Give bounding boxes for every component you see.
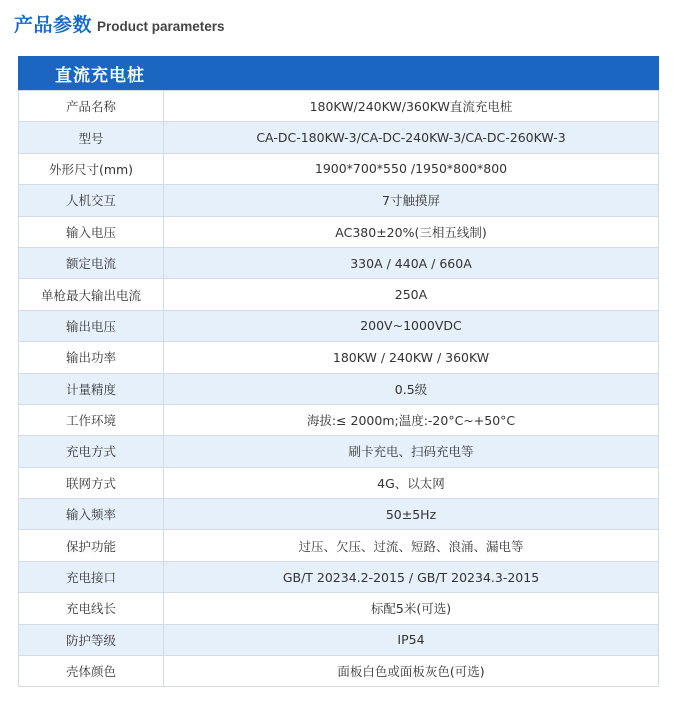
row-label: 工作环境: [19, 404, 164, 435]
table-row: [19, 122, 659, 153]
table-row: [19, 499, 659, 530]
row-value: 标配5米(可选): [164, 593, 659, 624]
row-label: 输入频率: [19, 499, 164, 530]
row-value: 200V~1000VDC: [164, 310, 659, 341]
row-label: 型号: [19, 122, 164, 153]
row-value: 250A: [164, 279, 659, 310]
row-label: 防护等级: [19, 624, 164, 655]
row-value: 海拔:≤ 2000m;温度:-20°C~+50°C: [164, 404, 659, 435]
table-row: [19, 185, 659, 216]
row-value: 4G、以太网: [164, 467, 659, 498]
table-row: [19, 656, 659, 687]
row-label: 计量精度: [19, 373, 164, 404]
table-row: [19, 342, 659, 373]
row-label: 壳体颜色: [19, 656, 164, 687]
table-row: [19, 310, 659, 341]
table-banner: [18, 56, 659, 90]
heading-title-en: Product parameters: [97, 19, 225, 34]
row-value: AC380±20%(三相五线制): [164, 216, 659, 247]
row-value: 180KW / 240KW / 360KW: [164, 342, 659, 373]
row-value: GB/T 20234.2-2015 / GB/T 20234.3-2015: [164, 561, 659, 592]
row-value: 面板白色或面板灰色(可选): [164, 656, 659, 687]
table-row: [19, 91, 659, 122]
page-heading: [14, 10, 225, 38]
spec-table-container: [18, 56, 659, 687]
table-row: [19, 279, 659, 310]
row-value: 330A / 440A / 660A: [164, 247, 659, 278]
heading-title-cn: 产品参数: [14, 14, 93, 36]
row-value: 180KW/240KW/360KW直流充电桩: [164, 91, 659, 122]
table-row: [19, 373, 659, 404]
table-row: [19, 436, 659, 467]
row-label: 输出功率: [19, 342, 164, 373]
row-value: 7寸触摸屏: [164, 185, 659, 216]
table-row: [19, 216, 659, 247]
row-label: 输入电压: [19, 216, 164, 247]
row-value: 过压、欠压、过流、短路、浪涌、漏电等: [164, 530, 659, 561]
row-label: 人机交互: [19, 185, 164, 216]
spec-table: [18, 90, 659, 687]
row-label: 联网方式: [19, 467, 164, 498]
row-value: CA-DC-180KW-3/CA-DC-240KW-3/CA-DC-260KW-3: [164, 122, 659, 153]
table-row: [19, 404, 659, 435]
row-label: 单枪最大输出电流: [19, 279, 164, 310]
table-row: [19, 593, 659, 624]
row-label: 额定电流: [19, 247, 164, 278]
row-label: 充电线长: [19, 593, 164, 624]
row-label: 产品名称: [19, 91, 164, 122]
row-value: 0.5级: [164, 373, 659, 404]
row-label: 充电方式: [19, 436, 164, 467]
table-row: [19, 530, 659, 561]
banner-title: 直流充电桩: [55, 65, 145, 86]
table-row: [19, 467, 659, 498]
row-value: IP54: [164, 624, 659, 655]
row-label: 输出电压: [19, 310, 164, 341]
table-row: [19, 247, 659, 278]
row-label: 外形尺寸(mm): [19, 153, 164, 184]
row-label: 充电接口: [19, 561, 164, 592]
table-row: [19, 153, 659, 184]
table-row: [19, 561, 659, 592]
row-label: 保护功能: [19, 530, 164, 561]
table-row: [19, 624, 659, 655]
row-value: 50±5Hz: [164, 499, 659, 530]
row-value: 1900*700*550 /1950*800*800: [164, 153, 659, 184]
row-value: 刷卡充电、扫码充电等: [164, 436, 659, 467]
